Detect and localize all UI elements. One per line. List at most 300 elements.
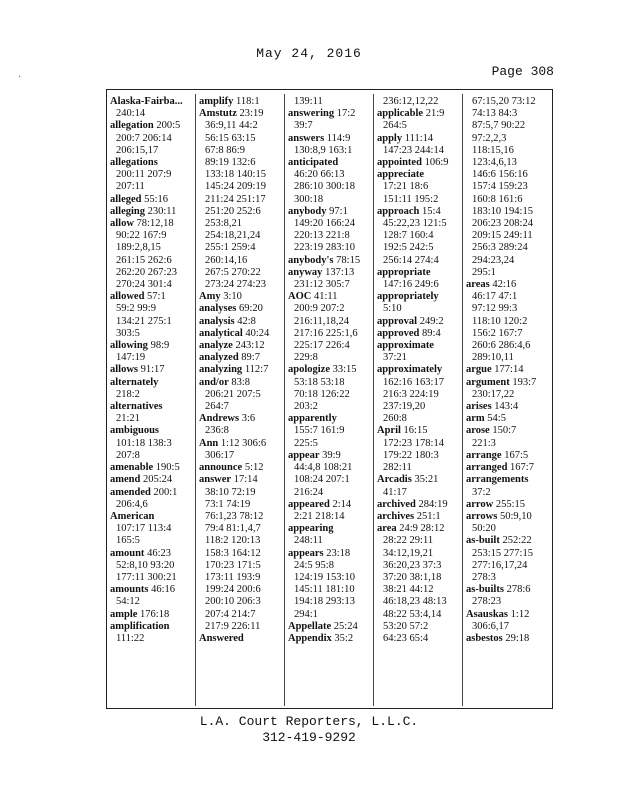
index-term: alleged bbox=[110, 193, 142, 205]
index-entry bbox=[110, 377, 195, 389]
index-entry bbox=[110, 206, 195, 218]
index-entry bbox=[110, 194, 195, 206]
index-ref: 243:12 bbox=[235, 340, 265, 352]
index-term: amplify bbox=[199, 96, 234, 107]
index-term: Appendix bbox=[288, 632, 332, 644]
index-ref-line: 179:22 180:3 bbox=[383, 449, 439, 461]
index-ref-line: 217:9 226:11 bbox=[205, 620, 261, 632]
index-term: appearing bbox=[288, 523, 334, 535]
footer-phone: 312-419-9292 bbox=[262, 730, 356, 745]
index-ref-line: 253:8,21 bbox=[205, 218, 243, 230]
index-term: Ann bbox=[199, 437, 219, 449]
index-ref-line: 118:10 120:2 bbox=[472, 315, 528, 327]
index-term: allowed bbox=[110, 291, 145, 303]
index-entry bbox=[466, 279, 552, 291]
index-ref: 50:9,10 bbox=[499, 510, 532, 522]
index-term: appears bbox=[288, 547, 324, 559]
index-entry bbox=[377, 108, 462, 120]
index-ref: 91:17 bbox=[140, 364, 165, 376]
index-ref: 15:4 bbox=[422, 205, 441, 217]
index-ref-line: 216:24 bbox=[294, 486, 324, 498]
index-entry bbox=[199, 474, 284, 486]
index-entry bbox=[199, 377, 284, 389]
index-entry bbox=[288, 267, 373, 279]
index-ref-line: 37:21 bbox=[383, 352, 407, 364]
index-ref: 40:24 bbox=[245, 327, 270, 339]
index-ref-line: 165:5 bbox=[116, 535, 140, 547]
index-ref: 55:16 bbox=[144, 193, 169, 205]
index-ref-line: 194:18 293:13 bbox=[294, 596, 355, 608]
index-entry bbox=[466, 377, 552, 389]
index-entry bbox=[110, 511, 195, 523]
index-term: Answered bbox=[199, 632, 244, 644]
index-entry bbox=[377, 511, 462, 523]
index-ref-line: 200:9 207:2 bbox=[294, 303, 345, 315]
index-ref-line: 36:9,11 44:2 bbox=[205, 120, 258, 132]
index-term: approach bbox=[377, 205, 420, 217]
index-ref-line: 89:19 132:6 bbox=[205, 157, 256, 169]
index-term: anybody's bbox=[288, 254, 334, 266]
index-ref: 111:14 bbox=[404, 132, 434, 144]
index-entry bbox=[377, 133, 462, 145]
index-ref: 3:10 bbox=[223, 291, 242, 303]
index-ref-line: 170:23 171:5 bbox=[205, 559, 261, 571]
index-ref-line: 294:1 bbox=[294, 608, 318, 620]
index-ref-line: 151:11 195:2 bbox=[383, 193, 439, 205]
index-entry bbox=[466, 499, 552, 511]
index-ref: 143:4 bbox=[494, 401, 519, 413]
index-ref: 230:11 bbox=[147, 205, 177, 217]
index-ref-line: 231:12 305:7 bbox=[294, 279, 350, 291]
index-ref-line: 173:11 193:9 bbox=[205, 571, 261, 583]
index-term: Alaska-Fairba... bbox=[110, 96, 183, 107]
index-ref-line: 46:18,23 48:13 bbox=[383, 596, 447, 608]
index-ref-line: 128:7 160:4 bbox=[383, 230, 434, 242]
index-ref-line: 282:11 bbox=[383, 462, 412, 474]
index-ref: 1:12 306:6 bbox=[220, 437, 267, 449]
index-term: American bbox=[110, 510, 155, 522]
index-entry bbox=[199, 328, 284, 340]
index-term: amenable bbox=[110, 462, 154, 474]
index-ref-line: 123:4,6,13 bbox=[472, 157, 517, 169]
index-ref-line: 229:8 bbox=[294, 352, 318, 364]
index-entry bbox=[288, 291, 373, 303]
index-ref-line: 145:24 209:19 bbox=[205, 181, 266, 193]
index-term: approval bbox=[377, 315, 418, 327]
index-term: anticipated bbox=[288, 157, 339, 169]
index-ref-line: 300:18 bbox=[294, 193, 324, 205]
page-number: Page 308 bbox=[491, 64, 554, 79]
index-ref-line: 37:20 38:1,18 bbox=[383, 571, 442, 583]
index-entry bbox=[377, 328, 462, 340]
index-entry bbox=[377, 267, 462, 279]
index-entry bbox=[466, 474, 552, 486]
index-ref: 78:15 bbox=[336, 254, 361, 266]
index-ref: 114:9 bbox=[326, 132, 351, 144]
index-entry bbox=[288, 157, 373, 169]
index-column-5 bbox=[463, 94, 552, 706]
index-ref-line: 111:22 bbox=[116, 632, 145, 644]
index-entry bbox=[110, 425, 195, 437]
index-term: arm bbox=[466, 413, 485, 425]
index-ref: 3:6 bbox=[241, 413, 256, 425]
index-ref-line: 207:4 214:7 bbox=[205, 608, 256, 620]
index-term: analytical bbox=[199, 327, 243, 339]
index-ref-line: 157:4 159:23 bbox=[472, 181, 528, 193]
index-term: anybody bbox=[288, 205, 327, 217]
index-ref-line: 220:13 221:8 bbox=[294, 230, 350, 242]
index-ref-line: 133:18 140:15 bbox=[205, 169, 266, 181]
index-ref-line: 264:5 bbox=[383, 120, 407, 132]
index-entry bbox=[288, 621, 373, 633]
index-ref-line: 256:14 274:4 bbox=[383, 254, 439, 266]
index-term: appropriately bbox=[377, 291, 439, 303]
index-entry bbox=[288, 206, 373, 218]
index-ref: 46:16 bbox=[151, 584, 176, 596]
index-term: approximately bbox=[377, 364, 443, 376]
index-ref-line: 221:3 bbox=[472, 437, 496, 449]
index-ref: 249:2 bbox=[419, 315, 444, 327]
index-term: arrows bbox=[466, 510, 498, 522]
index-entry bbox=[199, 316, 284, 328]
index-entry bbox=[288, 255, 373, 267]
index-entry bbox=[199, 340, 284, 352]
index-ref-line: 147:16 249:6 bbox=[383, 279, 439, 291]
index-ref: 33:15 bbox=[332, 364, 357, 376]
index-ref-line: 156:2 167:7 bbox=[472, 327, 523, 339]
index-ref-line: 44:4,8 108:21 bbox=[294, 462, 353, 474]
index-ref: 54:5 bbox=[487, 413, 506, 425]
index-term: areas bbox=[466, 279, 490, 291]
index-entry bbox=[288, 413, 373, 425]
index-entry bbox=[110, 548, 195, 560]
index-term: Arcadis bbox=[377, 474, 412, 486]
index-ref-line: 240:14 bbox=[116, 108, 146, 120]
index-ref-line: 48:22 53:4,14 bbox=[383, 608, 442, 620]
index-ref: 21:9 bbox=[425, 108, 445, 120]
index-term: and/or bbox=[199, 376, 229, 388]
index-ref-line: 107:17 113:4 bbox=[116, 523, 172, 535]
index-entry bbox=[199, 108, 284, 120]
index-term: appointed bbox=[377, 157, 422, 169]
index-entry bbox=[288, 450, 373, 462]
index-term: analysis bbox=[199, 315, 235, 327]
index-term: archives bbox=[377, 510, 415, 522]
index-ref-line: 207:11 bbox=[116, 181, 145, 193]
index-term: argument bbox=[466, 376, 510, 388]
index-ref-line: 79:4 81:1,4,7 bbox=[205, 523, 261, 535]
index-entry bbox=[377, 316, 462, 328]
index-entry bbox=[110, 487, 195, 499]
index-entry bbox=[110, 96, 195, 108]
index-term: as-built bbox=[466, 535, 500, 547]
index-ref: 200:1 bbox=[153, 486, 178, 498]
index-ref: 252:22 bbox=[502, 535, 532, 547]
index-ref-line: 70:18 126:22 bbox=[294, 388, 350, 400]
index-ref-line: 162:16 163:17 bbox=[383, 376, 444, 388]
index-entry bbox=[466, 462, 552, 474]
index-term: apply bbox=[377, 132, 403, 144]
index-ref-line: 200:7 206:14 bbox=[116, 132, 172, 144]
index-ref: 83:8 bbox=[231, 376, 251, 388]
index-ref: 97:1 bbox=[329, 205, 348, 217]
index-ref-line: 251:20 252:6 bbox=[205, 205, 261, 217]
index-ref-line: 306:17 bbox=[205, 449, 235, 461]
index-ref-line: 118:2 120:13 bbox=[205, 535, 261, 547]
index-ref-line: 34:12,19,21 bbox=[383, 547, 434, 559]
index-ref-line: 225:17 226:4 bbox=[294, 340, 350, 352]
index-entry bbox=[110, 120, 195, 132]
index-entry bbox=[377, 169, 462, 181]
index-term: allows bbox=[110, 364, 139, 376]
index-ref-line: 303:5 bbox=[116, 327, 140, 339]
index-ref: 167:5 bbox=[504, 449, 529, 461]
index-term: apologize bbox=[288, 364, 330, 376]
index-column-4 bbox=[374, 94, 463, 706]
index-term: Amy bbox=[199, 291, 221, 303]
index-ref-line: 294:23,24 bbox=[472, 254, 515, 266]
index-entry bbox=[466, 511, 552, 523]
index-entry bbox=[466, 633, 552, 645]
index-ref-line: 216:3 224:19 bbox=[383, 388, 439, 400]
index-ref-line: 158:3 164:12 bbox=[205, 547, 261, 559]
index-ref: 106:9 bbox=[424, 157, 449, 169]
index-ref-line: 38:10 72:19 bbox=[205, 486, 256, 498]
index-ref-line: 41:17 bbox=[383, 486, 407, 498]
index-entry bbox=[110, 401, 195, 413]
index-ref: 69:20 bbox=[238, 303, 263, 315]
index-entry bbox=[110, 474, 195, 486]
index-ref-line: 37:2 bbox=[472, 486, 491, 498]
index-entry bbox=[466, 584, 552, 596]
index-ref-line: 217:16 225:1,6 bbox=[294, 327, 358, 339]
index-ref: 25:24 bbox=[333, 620, 358, 632]
index-entry bbox=[377, 157, 462, 169]
index-ref: 23:18 bbox=[326, 547, 351, 559]
index-ref-line: 172:23 178:14 bbox=[383, 437, 444, 449]
index-term: ambiguous bbox=[110, 425, 160, 437]
index-term: alleging bbox=[110, 205, 146, 217]
index-ref-line: 254:18,21,24 bbox=[205, 230, 261, 242]
index-ref: 278:6 bbox=[506, 584, 531, 596]
index-ref-line: 5:10 bbox=[383, 303, 402, 315]
index-term: amplification bbox=[110, 620, 170, 632]
index-entry bbox=[288, 364, 373, 376]
index-term: answers bbox=[288, 132, 325, 144]
index-term: arrow bbox=[466, 498, 494, 510]
index-ref-line: 118:15,16 bbox=[472, 144, 514, 156]
index-ref: 2:14 bbox=[332, 498, 352, 510]
index-term: amount bbox=[110, 547, 145, 559]
index-ref-line: 255:1 259:4 bbox=[205, 242, 256, 254]
index-ref-line: 256:3 289:24 bbox=[472, 242, 528, 254]
index-ref-line: 147:23 244:14 bbox=[383, 144, 444, 156]
index-ref-line: 53:20 57:2 bbox=[383, 620, 429, 632]
index-ref-line: 54:12 bbox=[116, 596, 140, 608]
index-ref: 251:1 bbox=[416, 510, 441, 522]
index-ref: 17:2 bbox=[336, 108, 356, 120]
index-ref: 46:23 bbox=[147, 547, 171, 559]
index-ref: 42:16 bbox=[492, 279, 517, 291]
index-entry bbox=[377, 206, 462, 218]
index-entry bbox=[466, 425, 552, 437]
index-term: answer bbox=[199, 474, 232, 486]
index-ref: 176:18 bbox=[140, 608, 170, 620]
index-ref: 57:1 bbox=[147, 291, 166, 303]
index-ref-line: 124:19 153:10 bbox=[294, 571, 355, 583]
index-ref-line: 97:2,2,3 bbox=[472, 132, 507, 144]
index-entry bbox=[110, 364, 195, 376]
index-ref-line: 264:7 bbox=[205, 401, 229, 413]
index-term: arises bbox=[466, 401, 492, 413]
index-entry bbox=[466, 401, 552, 413]
index-ref-line: 45:22,23 121:5 bbox=[383, 218, 447, 230]
index-entry bbox=[466, 364, 552, 376]
index-ref-line: 67:8 86:9 bbox=[205, 144, 245, 156]
index-ref-line: 206:21 207:5 bbox=[205, 388, 261, 400]
index-ref-line: 262:20 267:23 bbox=[116, 266, 177, 278]
index-ref-line: 146:6 156:16 bbox=[472, 169, 528, 181]
index-ref-line: 278:23 bbox=[472, 596, 502, 608]
index-entry bbox=[377, 340, 462, 352]
index-ref: 137:13 bbox=[325, 266, 355, 278]
index-ref: 23:19 bbox=[239, 108, 264, 120]
index-ref: 205:24 bbox=[142, 474, 173, 486]
index-term: April bbox=[377, 425, 401, 437]
index-ref-line: 36:20,23 37:3 bbox=[383, 559, 442, 571]
index-ref-line: 199:24 200:6 bbox=[205, 584, 261, 596]
index-entry bbox=[199, 413, 284, 425]
index-ref-line: 2:21 218:14 bbox=[294, 510, 345, 522]
index-ref-line: 189:2,8,15 bbox=[116, 242, 161, 254]
index-entry bbox=[377, 474, 462, 486]
index-entry bbox=[466, 535, 552, 547]
index-ref-line: 286:10 300:18 bbox=[294, 181, 355, 193]
index-ref-line: 90:22 167:9 bbox=[116, 230, 167, 242]
index-term: allegation bbox=[110, 120, 154, 132]
index-ref: 98:9 bbox=[150, 340, 170, 352]
index-ref-line: 236:8 bbox=[205, 425, 229, 437]
index-ref-line: 192:5 242:5 bbox=[383, 242, 434, 254]
index-ref: 89:7 bbox=[241, 352, 260, 364]
index-term: area bbox=[377, 523, 397, 535]
index-ref-line: 206:15,17 bbox=[116, 144, 159, 156]
index-ref: 118:1 bbox=[236, 96, 260, 107]
header-date: May 24, 2016 bbox=[256, 46, 362, 61]
index-ref-line: 223:19 283:10 bbox=[294, 242, 355, 254]
index-ref: 89:4 bbox=[422, 327, 441, 339]
index-ref-line: 200:11 207:9 bbox=[116, 169, 172, 181]
index-term: arrangements bbox=[466, 474, 529, 486]
index-ref-line: 230:17,22 bbox=[472, 388, 515, 400]
index-ref-line: 253:15 277:15 bbox=[472, 547, 533, 559]
index-ref-line: 46:20 66:13 bbox=[294, 169, 345, 181]
index-term: ample bbox=[110, 608, 138, 620]
index-term: arose bbox=[466, 425, 490, 437]
index-ref: 193:7 bbox=[512, 376, 537, 388]
index-ref-line: 260:8 bbox=[383, 413, 407, 425]
index-ref: 200:5 bbox=[156, 120, 181, 132]
index-entry bbox=[377, 364, 462, 376]
index-term: analyses bbox=[199, 303, 237, 315]
index-term: arrange bbox=[466, 449, 502, 461]
index-ref-line: 67:15,20 73:12 bbox=[472, 96, 536, 107]
index-entry bbox=[466, 450, 552, 462]
index-entry bbox=[199, 462, 284, 474]
index-ref-line: 270:24 301:4 bbox=[116, 279, 172, 291]
index-ref: 24:9 28:12 bbox=[399, 523, 445, 535]
index-term: appeared bbox=[288, 498, 330, 510]
index-columns bbox=[107, 94, 552, 706]
index-ref-line: 64:23 65:4 bbox=[383, 632, 429, 644]
index-term: amended bbox=[110, 486, 151, 498]
index-ref-line: 206:4,6 bbox=[116, 498, 148, 510]
index-entry bbox=[288, 108, 373, 120]
index-term: answering bbox=[288, 108, 335, 120]
index-term: archived bbox=[377, 498, 416, 510]
index-entry bbox=[199, 633, 284, 645]
index-ref-line: 28:22 29:11 bbox=[383, 535, 434, 547]
index-ref-line: 139:11 bbox=[294, 96, 323, 107]
index-entry bbox=[466, 413, 552, 425]
index-entry bbox=[110, 621, 195, 633]
index-ref-line: 200:10 206:3 bbox=[205, 596, 261, 608]
index-ref-line: 209:15 249:11 bbox=[472, 230, 533, 242]
index-ref-line: 211:24 251:17 bbox=[205, 193, 266, 205]
index-entry bbox=[377, 425, 462, 437]
footer-company: L.A. Court Reporters, L.L.C. bbox=[199, 714, 419, 729]
index-ref-line: 218:2 bbox=[116, 388, 140, 400]
index-ref-line: 59:2 99:9 bbox=[116, 303, 156, 315]
index-ref-line: 101:18 138:3 bbox=[116, 437, 172, 449]
index-term: Asauskas bbox=[466, 608, 509, 620]
index-ref-line: 248:11 bbox=[294, 535, 323, 547]
index-term: allow bbox=[110, 218, 134, 230]
index-entry bbox=[199, 303, 284, 315]
index-ref: 5:12 bbox=[244, 462, 264, 474]
index-ref: 112:7 bbox=[244, 364, 269, 376]
index-entry bbox=[288, 499, 373, 511]
index-term: alternately bbox=[110, 376, 159, 388]
index-ref-line: 225:5 bbox=[294, 437, 318, 449]
index-term: appreciate bbox=[377, 169, 425, 181]
index-entry bbox=[199, 291, 284, 303]
index-ref-line: 236:12,12,22 bbox=[383, 96, 439, 107]
index-term: amounts bbox=[110, 584, 149, 596]
index-ref: 35:2 bbox=[334, 632, 354, 644]
index-term: Andrews bbox=[199, 413, 240, 425]
index-ref-line: 260:14,16 bbox=[205, 254, 248, 266]
index-ref-line: 17:21 18:6 bbox=[383, 181, 429, 193]
index-ref-line: 130:8,9 163:1 bbox=[294, 144, 353, 156]
index-entry bbox=[377, 291, 462, 303]
index-term: approved bbox=[377, 327, 420, 339]
index-ref: 41:11 bbox=[313, 291, 338, 303]
index-ref-line: 273:24 274:23 bbox=[205, 279, 266, 291]
index-ref-line: 87:5,7 90:22 bbox=[472, 120, 526, 132]
index-term: appropriate bbox=[377, 266, 431, 278]
index-term: arranged bbox=[466, 462, 508, 474]
index-term: as-builts bbox=[466, 584, 504, 596]
index-column-1 bbox=[107, 94, 196, 706]
index-ref-line: 183:10 194:15 bbox=[472, 205, 533, 217]
index-entry bbox=[110, 584, 195, 596]
index-entry bbox=[110, 291, 195, 303]
index-entry bbox=[199, 96, 284, 108]
index-ref-line: 145:11 181:10 bbox=[294, 584, 355, 596]
index-ref: 284:19 bbox=[418, 498, 448, 510]
index-ref-line: 53:18 53:18 bbox=[294, 376, 345, 388]
